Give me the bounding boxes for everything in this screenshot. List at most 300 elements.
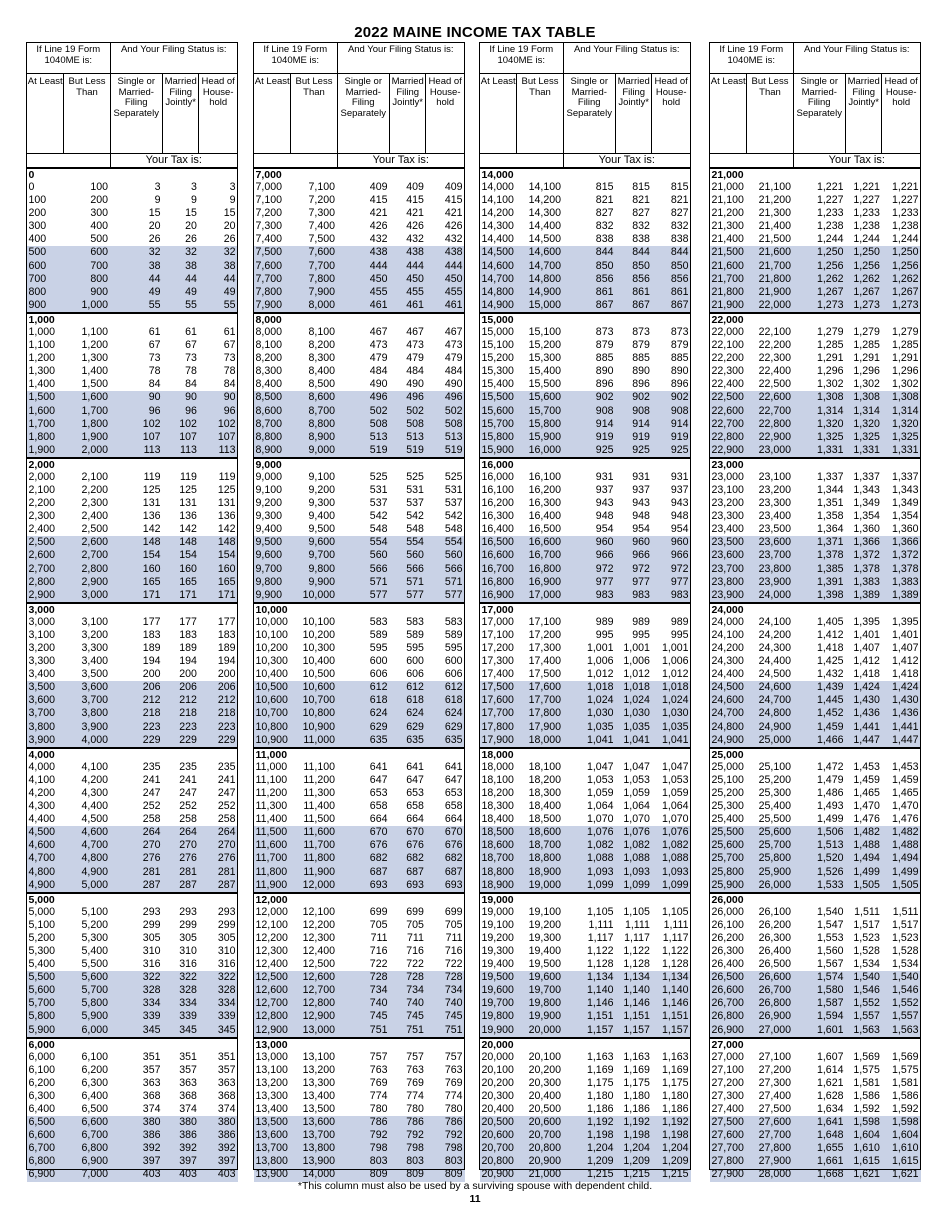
table-cell: 954 [670, 523, 689, 536]
table-cell: 832 [595, 220, 614, 233]
table-cell: 502 [426, 405, 465, 418]
table-cell: 4,100 [28, 773, 56, 786]
table-cell: 12,400 [302, 944, 336, 957]
table-cell: 769 [444, 1076, 463, 1089]
table-cell: 22,600 [710, 405, 747, 418]
table-cell: 1,500 [81, 378, 109, 391]
table-row [480, 181, 691, 194]
table-cell: 20 [148, 220, 161, 233]
table-cell: 6,700 [27, 1142, 64, 1155]
table-row [710, 997, 921, 1010]
table-cell: 17,600 [517, 681, 563, 694]
table-cell: 14,800 [517, 273, 563, 286]
table-cell: 9,900 [291, 576, 337, 589]
table-cell: 908 [652, 405, 691, 418]
table-cell: 1,364 [816, 523, 844, 536]
table-cell: 177 [142, 615, 161, 628]
table-cell: 1,012 [586, 668, 614, 681]
table-cell: 1,105 [623, 905, 650, 918]
table-cell: 380 [162, 1116, 198, 1129]
table-cell: 1,134 [652, 971, 691, 984]
table-row [710, 246, 921, 259]
table-cell: 241 [142, 773, 161, 786]
table-row [27, 339, 238, 352]
table-cell: 792 [337, 1129, 389, 1142]
table-cell: 5,600 [64, 971, 110, 984]
table-cell: 641 [444, 760, 463, 773]
table-cell: 119 [218, 470, 236, 483]
table-cell: 15,000 [517, 299, 563, 313]
table-row [710, 523, 921, 536]
table-cell: 1,534 [853, 958, 880, 971]
table-cell: 1,238 [853, 220, 880, 233]
table-cell: 1,186 [623, 1103, 650, 1115]
table-cell: 1,432 [816, 668, 844, 681]
table-cell: 502 [337, 405, 389, 418]
table-row [254, 826, 465, 839]
table-row [710, 405, 921, 418]
table-cell: 26,800 [710, 1010, 747, 1023]
table-cell: 525 [444, 470, 463, 483]
table-cell: 252 [217, 800, 236, 813]
table-cell: 566 [337, 563, 389, 576]
table-cell: 989 [632, 615, 650, 628]
table-cell: 25,500 [710, 826, 747, 839]
table-cell: 1,575 [853, 1063, 880, 1076]
table-cell: 16,900 [517, 576, 563, 589]
table-row [254, 971, 465, 984]
table-cell: 1,615 [882, 1155, 921, 1168]
table-cell: 653 [406, 786, 424, 799]
table-cell: 1,146 [615, 997, 651, 1010]
table-cell: 800 [27, 286, 64, 299]
table-cell: 1,418 [891, 668, 919, 681]
table-row [710, 707, 921, 720]
blank-cell [27, 154, 111, 169]
table-cell: 1,511 [854, 905, 880, 918]
table-cell: 519 [337, 444, 389, 458]
head-household-header: Head of House-hold [426, 74, 465, 154]
table-cell: 409 [444, 181, 463, 193]
married-joint-header: Married Filing Jointly* [615, 74, 651, 154]
table-cell: 1,140 [563, 984, 615, 997]
table-cell: 23,200 [758, 483, 792, 496]
table-cell: 763 [369, 1063, 388, 1076]
table-row [254, 932, 465, 945]
table-cell: 26 [223, 233, 236, 246]
table-cell: 15 [223, 207, 236, 220]
table-row [710, 971, 921, 984]
table-cell: 1,204 [652, 1142, 691, 1155]
table-cell: 1,233 [891, 207, 919, 220]
table-row [27, 997, 238, 1010]
table-row [27, 220, 238, 233]
table-cell: 444 [426, 260, 465, 273]
table-cell: 1,526 [793, 866, 845, 879]
table-row [480, 1010, 691, 1023]
table-cell: 1,024 [563, 694, 615, 707]
table-cell: 7,400 [255, 233, 283, 246]
table-cell: 403 [110, 1168, 162, 1181]
table-cell: 12,400 [255, 958, 288, 971]
table-cell: 1,320 [882, 418, 921, 431]
table-cell: 67 [185, 339, 197, 352]
table-cell: 1,122 [623, 944, 650, 957]
head-household-header: Head of House-hold [882, 74, 921, 154]
table-cell: 1,614 [816, 1063, 844, 1076]
table-cell: 948 [595, 510, 614, 523]
table-cell: 513 [426, 431, 465, 444]
table-cell: 3 [229, 181, 236, 193]
table-cell: 26,200 [758, 918, 792, 931]
table-cell: 1,093 [615, 866, 651, 879]
table-cell: 1,117 [662, 931, 689, 944]
table-cell: 2,400 [28, 523, 56, 536]
tax-table-panel [479, 42, 691, 1182]
table-cell: 11,200 [303, 773, 336, 786]
table-cell: 1,296 [816, 365, 844, 378]
table-cell: 258 [217, 813, 236, 826]
table-cell: 6,900 [64, 1155, 110, 1168]
table-cell: 479 [406, 352, 424, 365]
table-cell: 7,000 [64, 1168, 110, 1181]
table-cell: 18,700 [517, 839, 563, 852]
table-cell: 896 [595, 378, 614, 391]
table-cell: 16,000 [517, 444, 563, 458]
table-cell: 25,900 [747, 866, 793, 879]
table-row [27, 629, 238, 642]
table-cell: 1,163 [661, 1050, 689, 1063]
table-cell: 12,800 [291, 997, 337, 1010]
table-cell: 17,700 [517, 694, 563, 707]
head-household-header: Head of House-hold [199, 74, 238, 154]
table-cell: 13,800 [291, 1142, 337, 1155]
table-cell: 664 [444, 813, 463, 826]
table-row [480, 668, 691, 681]
table-cell: 9,400 [255, 523, 283, 536]
table-cell: 6,600 [64, 1116, 110, 1129]
table-cell: 276 [110, 852, 162, 865]
table-row [480, 273, 691, 286]
table-cell: 3,000 [64, 589, 110, 603]
table-cell: 890 [595, 365, 614, 378]
table-cell: 6,100 [81, 1050, 109, 1063]
table-cell: 983 [615, 589, 651, 603]
table-cell: 1,001 [623, 642, 650, 654]
table-cell: 49 [199, 286, 238, 299]
table-cell: 1,476 [853, 813, 880, 826]
table-cell: 1,447 [845, 734, 881, 748]
table-cell: 25,200 [711, 786, 744, 799]
your-tax-header: Your Tax is: [337, 154, 464, 169]
table-row [254, 471, 465, 484]
table-cell: 925 [615, 444, 651, 458]
table-cell: 1,586 [853, 1089, 880, 1102]
table-cell: 5,500 [27, 971, 64, 984]
table-cell: 502 [389, 405, 425, 418]
table-cell: 305 [217, 931, 236, 944]
table-cell: 13,500 [254, 1116, 291, 1129]
table-cell: 49 [110, 286, 162, 299]
table-cell: 24,700 [747, 694, 793, 707]
table-cell: 9,800 [254, 576, 291, 589]
table-cell: 20,600 [480, 1129, 517, 1142]
table-row [710, 220, 921, 233]
table-cell: 20,700 [517, 1129, 563, 1142]
table-cell: 125 [179, 483, 197, 496]
table-row [254, 510, 465, 523]
table-cell: 24,700 [710, 707, 747, 720]
table-cell: 455 [389, 286, 425, 299]
table-row [480, 352, 691, 365]
table-cell: 21,900 [747, 286, 793, 299]
table-cell: 1,030 [563, 707, 615, 720]
table-cell: 566 [389, 563, 425, 576]
table-cell: 6,000 [28, 1050, 56, 1063]
table-cell: 3,900 [27, 734, 64, 748]
table-cell: 1,472 [816, 760, 844, 773]
table-row [710, 286, 921, 299]
table-row [710, 642, 921, 655]
table-cell: 508 [426, 418, 465, 431]
table-cell: 1,349 [891, 497, 919, 510]
group-label: 2,000 [27, 458, 238, 471]
table-cell: 983 [652, 589, 691, 603]
table-cell: 23,600 [710, 549, 747, 562]
table-cell: 17,900 [480, 734, 517, 748]
table-cell: 218 [199, 707, 238, 720]
table-row [27, 194, 238, 207]
table-cell: 26,600 [747, 971, 793, 984]
table-cell: 1,244 [816, 233, 844, 246]
table-cell: 11,700 [254, 852, 291, 865]
table-cell: 17,500 [528, 668, 562, 681]
table-cell: 287 [199, 879, 238, 893]
table-cell: 595 [406, 642, 424, 654]
table-cell: 1,517 [891, 918, 919, 931]
table-cell: 17,400 [481, 668, 514, 681]
table-cell: 23,900 [747, 576, 793, 589]
table-cell: 1,076 [652, 826, 691, 839]
table-cell: 10,900 [291, 721, 337, 734]
table-cell: 10,600 [291, 681, 337, 694]
table-cell: 131 [179, 497, 197, 510]
table-row [254, 260, 465, 273]
table-cell: 13,400 [302, 1089, 336, 1102]
table-cell: 890 [632, 365, 650, 378]
table-cell: 17,000 [517, 589, 563, 603]
table-cell: 542 [406, 510, 424, 523]
table-cell: 20,000 [517, 1024, 563, 1038]
table-cell: 235 [217, 760, 236, 773]
table-cell: 4,700 [64, 839, 110, 852]
table-cell: 13,000 [291, 1024, 337, 1038]
table-row [480, 971, 691, 984]
table-cell: 16,400 [481, 523, 514, 536]
table-cell: 1,053 [661, 773, 689, 786]
table-cell: 17,900 [517, 721, 563, 734]
table-cell: 374 [142, 1103, 161, 1115]
table-cell: 15 [185, 207, 197, 220]
table-cell: 165 [199, 576, 238, 589]
table-cell: 22,500 [710, 391, 747, 404]
table-cell: 334 [162, 997, 198, 1010]
group-label: 7,000 [254, 168, 465, 181]
table-cell: 12,100 [302, 905, 336, 918]
table-cell: 16,300 [481, 510, 514, 523]
table-cell: 241 [217, 773, 236, 786]
table-cell: 943 [632, 497, 650, 510]
table-row [254, 774, 465, 787]
table-cell: 1,366 [882, 536, 921, 549]
table-cell: 386 [110, 1129, 162, 1142]
table-cell: 90 [162, 391, 198, 404]
table-row [27, 945, 238, 958]
table-row [254, 800, 465, 813]
blank-cell [254, 154, 338, 169]
table-cell: 2,800 [27, 576, 64, 589]
table-row [480, 365, 691, 378]
table-cell: 740 [337, 997, 389, 1010]
table-cell: 107 [162, 431, 198, 444]
group-label: 24,000 [710, 603, 921, 616]
table-cell: 12,000 [255, 905, 288, 918]
table-cell: 293 [142, 905, 161, 918]
single-header: Single or Married-Filing Separately [793, 74, 845, 154]
table-cell: 13,800 [254, 1155, 291, 1168]
table-cell: 3,500 [81, 668, 109, 681]
table-cell: 1,099 [652, 879, 691, 893]
table-cell: 699 [369, 905, 388, 918]
table-cell: 363 [142, 1076, 161, 1089]
group-label: 11,000 [254, 748, 465, 761]
group-label: 5,000 [27, 893, 238, 906]
table-cell: 5,400 [28, 958, 56, 971]
table-row [480, 391, 691, 404]
table-row [27, 1129, 238, 1142]
table-cell: 264 [110, 826, 162, 839]
table-cell: 9 [229, 194, 236, 207]
table-cell: 664 [369, 813, 388, 826]
table-cell: 6,600 [27, 1129, 64, 1142]
table-cell: 792 [389, 1129, 425, 1142]
group-label: 14,000 [480, 168, 691, 181]
table-cell: 14,900 [480, 299, 517, 313]
table-cell: 8,100 [308, 325, 336, 338]
table-cell: 8,300 [308, 352, 336, 365]
table-cell: 827 [632, 207, 650, 220]
table-cell: 16,400 [528, 510, 562, 523]
table-cell: 1,436 [845, 707, 881, 720]
table-cell: 1,024 [615, 694, 651, 707]
table-cell: 1,389 [882, 589, 921, 603]
table-row [27, 826, 238, 839]
table-cell: 1,279 [853, 325, 880, 338]
table-cell: 566 [426, 563, 465, 576]
table-cell: 316 [217, 958, 236, 971]
table-cell: 21,500 [710, 246, 747, 259]
table-cell: 914 [652, 418, 691, 431]
table-cell: 1,012 [623, 668, 650, 681]
table-cell: 1,169 [586, 1063, 614, 1076]
table-row [27, 471, 238, 484]
table-cell: 815 [632, 181, 650, 193]
table-cell: 1,215 [563, 1168, 615, 1181]
table-row [27, 563, 238, 576]
table-cell: 1,053 [586, 773, 614, 786]
table-cell: 873 [670, 325, 689, 338]
table-cell: 189 [179, 642, 197, 654]
table-cell: 27,800 [747, 1142, 793, 1155]
table-cell: 9,700 [291, 549, 337, 562]
table-cell: 16,600 [517, 536, 563, 549]
table-cell: 832 [632, 220, 650, 233]
table-cell: 1,592 [853, 1103, 880, 1115]
table-cell: 705 [406, 918, 424, 931]
table-cell: 22,200 [758, 339, 792, 352]
table-cell: 218 [110, 707, 162, 720]
table-cell: 500 [90, 233, 109, 246]
head-household-header: Head of House-hold [652, 74, 691, 154]
table-cell: 1,574 [793, 971, 845, 984]
table-row [254, 852, 465, 865]
table-cell: 23,600 [747, 536, 793, 549]
table-cell: 18,600 [480, 839, 517, 852]
table-row [480, 879, 691, 893]
table-cell: 18,600 [517, 826, 563, 839]
table-cell: 20,300 [481, 1089, 514, 1102]
group-label: 12,000 [254, 893, 465, 906]
table-row [710, 471, 921, 484]
filing-status-header: And Your Filing Status is: [110, 43, 237, 74]
table-cell: 22,400 [758, 365, 792, 378]
table-cell: 1,452 [793, 707, 845, 720]
table-cell: 972 [652, 563, 691, 576]
table-cell: 293 [179, 905, 197, 918]
table-cell: 136 [217, 510, 236, 523]
table-cell: 264 [162, 826, 198, 839]
table-row [27, 761, 238, 774]
table-cell: 960 [652, 536, 691, 549]
table-row [27, 932, 238, 945]
table-row [27, 365, 238, 378]
table-cell: 1,405 [816, 615, 844, 628]
table-cell: 17,300 [481, 655, 514, 668]
table-cell: 4,300 [28, 800, 56, 813]
table-cell: 21,000 [711, 181, 744, 193]
table-cell: 1,221 [891, 181, 919, 193]
table-row [480, 1064, 691, 1077]
table-cell: 24,500 [710, 681, 747, 694]
table-row [480, 260, 691, 273]
table-cell: 612 [337, 681, 389, 694]
table-row [27, 523, 238, 536]
table-cell: 7,800 [254, 286, 291, 299]
table-cell: 1,285 [891, 339, 919, 352]
table-cell: 687 [337, 866, 389, 879]
table-cell: 16,100 [528, 470, 562, 483]
table-cell: 9,200 [308, 483, 336, 496]
table-cell: 8,100 [255, 339, 283, 352]
table-cell: 11,000 [291, 734, 337, 748]
table-cell: 24,600 [747, 681, 793, 694]
table-cell: 27,200 [758, 1063, 792, 1076]
table-cell: 19,100 [528, 905, 562, 918]
group-label: 23,000 [710, 458, 921, 471]
table-row [254, 418, 465, 431]
table-cell: 5,400 [81, 944, 109, 957]
table-cell: 27,900 [747, 1155, 793, 1168]
